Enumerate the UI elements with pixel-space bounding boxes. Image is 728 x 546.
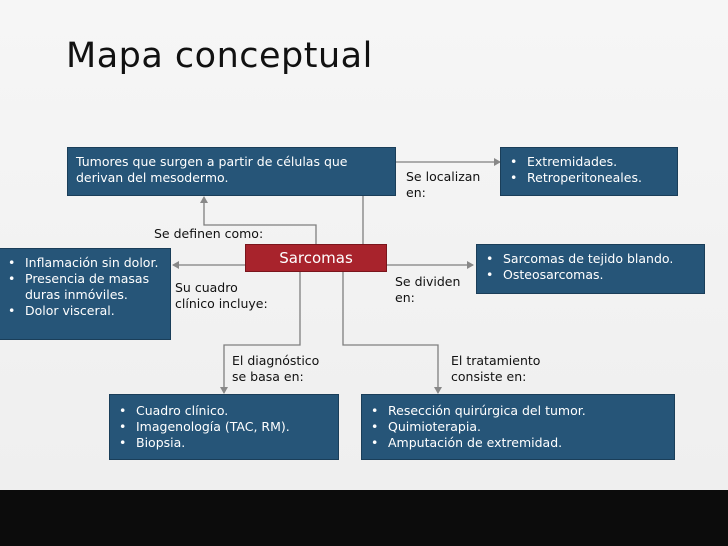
- central-concept: Sarcomas: [245, 244, 387, 272]
- diagnosis-box: [109, 394, 339, 460]
- location-item: • Retroperitoneales.: [503, 170, 675, 186]
- type-item: • Sarcomas de tejido blando.: [479, 251, 702, 267]
- symptom-item: • Presencia de masas duras inmóviles.: [1, 271, 168, 303]
- symptoms-link-label: Su cuadro clínico incluye:: [175, 280, 268, 311]
- definition-box: [67, 147, 396, 196]
- page-title: Mapa conceptual: [66, 36, 373, 76]
- symptom-item: • Inflamación sin dolor.: [1, 255, 168, 271]
- diagnosis-link-label: El diagnóstico se basa en:: [232, 353, 320, 384]
- types-box: [476, 244, 705, 294]
- diagnosis-item: • Cuadro clínico.: [112, 403, 336, 419]
- diagnosis-item: • Imagenología (TAC, RM).: [112, 419, 336, 435]
- location-link-label: Se localizan en:: [406, 169, 481, 200]
- treatment-box: [361, 394, 675, 460]
- location-item: • Extremidades.: [503, 154, 675, 170]
- definition-link-label: Se definen como:: [154, 226, 264, 241]
- treatment-item: • Resección quirúrgica del tumor.: [364, 403, 672, 419]
- treatment-item: • Quimioterapia.: [364, 419, 672, 435]
- treatment-link-label: El tratamiento consiste en:: [451, 353, 541, 384]
- location-box: [500, 147, 678, 196]
- types-link-label: Se dividen en:: [395, 274, 461, 305]
- type-item: • Osteosarcomas.: [479, 267, 702, 283]
- diagnosis-item: • Biopsia.: [112, 435, 336, 451]
- definition-text: Tumores que surgen a partir de células que derivan del mesodermo.: [76, 154, 348, 185]
- treatment-item: • Amputación de extremidad.: [364, 435, 672, 451]
- symptoms-box: [0, 248, 171, 340]
- symptom-item: • Dolor visceral.: [1, 303, 168, 319]
